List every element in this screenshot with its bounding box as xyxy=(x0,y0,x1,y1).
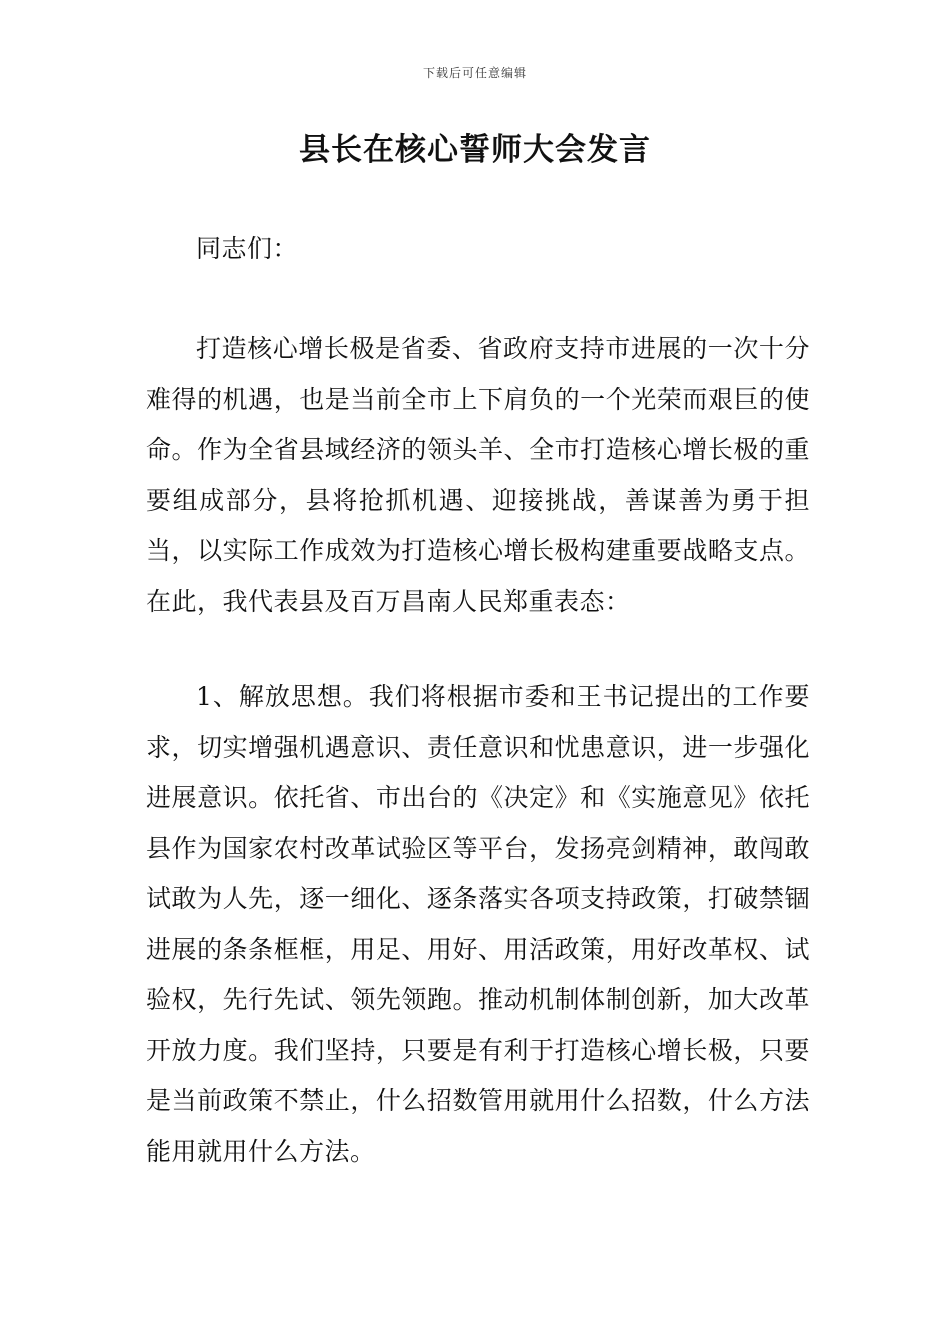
paragraph-1: 打造核心增长极是省委、省政府支持市进展的一次十分难得的机遇，也是当前全市上下肩负的一个光荣而艰巨的使命。作为全省县域经济的领头羊、全市打造核心增长极的重要组成部分，县将抢抓机遇、迎接挑战，善谋善为勇于担当，以实际工作成效为打造核心增长极构建重要战略支点。在此，我代表县及百万昌南人民郑重表态： xyxy=(146,334,810,616)
salutation: 同志们： xyxy=(196,234,299,263)
document-title: 县长在核心誓师大会发言 xyxy=(299,132,651,168)
header-note: 下载后可任意编辑 xyxy=(422,66,527,80)
paragraph-2: 1、解放思想。我们将根据市委和王书记提出的工作要求，切实增强机遇意识、责任意识和忧患意识，进一步强化进展意识。依托省、市出台的《决定》和《实施意见》依托县作为国家农村改革试验区等平台，发扬亮剑精神，敢闯敢试敢为人先，逐一细化、逐条落实各项支持政策，打破禁锢进展的条条框框，用足、用好、用活政策，用好改革权、试验权，先行先试、领先领跑。推动机制体制创新，加大改革开放力度。我们坚持，只要是有利于打造核心增长极，只要是当前政策不禁止，什么招数管用就用什么招数，什么方法能用就用什么方法。 xyxy=(146,682,810,1166)
